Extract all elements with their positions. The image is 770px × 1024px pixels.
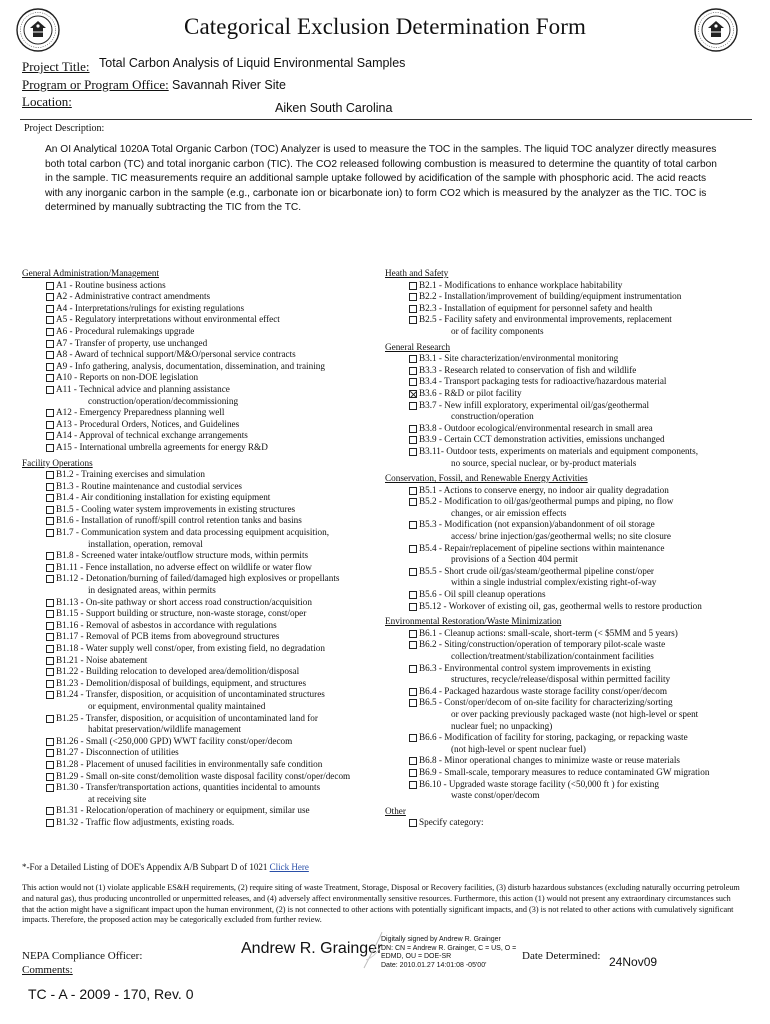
description-text: An OI Analytical 1020A Total Organic Carbon (TOC) Analyzer is used to measure the TOC in the samples. The liquid TOC analyzer directly measures both total carbon (TC) and total inorganic carbon (TIC). The CO2 released following combustion is measured to determine the quantity of total carbon in the sample. TIC measurements require an additional sample uptake followed by acidification of the sample with phosphoric acid. The acid reacts with any inorganic carbon in the sample (e.g., carbonate ion or bicarbonate ion) to form CO2 which is measured by the analyzer as the TIC. TOC is determined by manually subtracting the TIC from the TC.	[45, 144, 717, 214]
checkbox[interactable]	[46, 761, 54, 769]
checkbox[interactable]	[46, 386, 54, 394]
checklist-item	[22, 469, 350, 481]
checklist-item	[385, 767, 709, 779]
checklist-item-label: B3.3 - Research related to conservation of fish and wildlife	[419, 364, 637, 375]
checklist-item	[385, 423, 709, 435]
checkbox[interactable]	[409, 521, 417, 529]
checklist-item	[385, 628, 709, 640]
checklist-item-label: B1.29 - Small on-site const/demolition waste disposal facility const/oper/decom	[56, 770, 351, 781]
checklist-item	[22, 280, 350, 292]
location-label: Location:	[22, 94, 72, 109]
checkbox[interactable]	[409, 402, 417, 410]
checkbox[interactable]	[46, 282, 54, 290]
program-label: Program or Program Office:	[22, 77, 169, 92]
checklist-item	[385, 566, 709, 589]
checklist-item-label: B6.2 - Siting/construction/operation of temporary pilot-scale waste	[419, 639, 666, 650]
checklist-item	[385, 755, 709, 767]
checkbox[interactable]	[46, 363, 54, 371]
checkbox-checked[interactable]	[409, 390, 417, 398]
checklist-item	[22, 747, 350, 759]
disclaimer-text: This action would not (1) violate applicable ES&H requirements, (2) require siting of waste Treatment, Storage, Disposal or Recovery facilities, (3) disturb hazardous substances (excluding naturally occurring petroleum and natural gas), thus producing uncontrolled or unpermitted releases, and (4) adversely affect environmentally sensitive resources. Furthermore, this action (1) would not present any extraordinary circumstances such that the action might have a significant impact upon the human environment, (2) is not connected to other actions with potentially significant impacts, and (3) is not related to other actions with cumulatively significant impacts. Therefore, the proposed action may be categorically excluded from further review.	[22, 883, 740, 925]
checkbox[interactable]	[46, 622, 54, 630]
checklist-item-label: B1.25 - Transfer, disposition, or acquisition of uncontaminated land for	[56, 712, 318, 723]
checkbox[interactable]	[409, 448, 417, 456]
checklist-item-continuation: no source, special nuclear, or by-product materials	[451, 457, 637, 468]
checkbox[interactable]	[409, 378, 417, 386]
checklist-item	[22, 631, 350, 643]
checkbox[interactable]	[46, 715, 54, 723]
checkbox[interactable]	[409, 641, 417, 649]
checklist-item	[385, 686, 709, 698]
checklist-item-continuation: waste const/oper/decom	[451, 790, 540, 801]
checkbox[interactable]	[409, 282, 417, 290]
checklist-item-label: B3.9 - Certain CCT demonstration activities, emissions unchanged	[419, 434, 665, 445]
checklist-item-label: B6.3 - Environmental control system improvements in existing	[419, 662, 651, 673]
checkbox[interactable]	[46, 494, 54, 502]
checklist-item	[22, 562, 350, 574]
checklist-item-label: B3.6 - R&D or pilot facility	[419, 387, 522, 398]
checkbox[interactable]	[409, 757, 417, 765]
checkbox[interactable]	[46, 749, 54, 757]
checklist-item-label: B1.24 - Transfer, disposition, or acquisition of uncontaminated structures	[56, 689, 325, 700]
checklist-item-continuation: construction/operation	[451, 411, 534, 422]
checklist-item-label: A5 - Regulatory interpretations without environmental effect	[56, 314, 280, 325]
checklist-item-continuation: changes, or air emission effects	[451, 507, 567, 518]
checklist-item-continuation: in designated areas, within permits	[88, 585, 216, 596]
checklist-item-label: B3.4 - Transport packaging tests for radioactive/hazardous material	[419, 376, 667, 387]
checkbox[interactable]	[46, 784, 54, 792]
checklist-item	[385, 589, 709, 601]
checklist-item-label: B1.6 - Installation of runoff/spill control retention tanks and basins	[56, 515, 302, 526]
checkbox[interactable]	[409, 819, 417, 827]
checklist-item	[385, 732, 709, 755]
checkbox[interactable]	[409, 425, 417, 433]
checklist-item	[385, 400, 709, 423]
checklist-item	[22, 492, 350, 504]
checklist-item	[385, 280, 709, 292]
checklist-item-label: B1.3 - Routine maintenance and custodial services	[56, 480, 242, 491]
project-title-value: Total Carbon Analysis of Liquid Environmental Samples	[99, 56, 406, 70]
checkbox[interactable]	[46, 421, 54, 429]
checkbox[interactable]	[409, 603, 417, 611]
checkbox[interactable]	[46, 529, 54, 537]
checklist-item	[22, 678, 350, 690]
checklist-item	[22, 620, 350, 632]
checklist-item	[22, 782, 350, 805]
project-title-label: Project Title:	[22, 59, 90, 74]
checklist-item	[22, 442, 350, 454]
checklist-item-label: Specify category:	[419, 817, 484, 828]
checkbox[interactable]	[46, 483, 54, 491]
checklist-item	[385, 543, 709, 566]
checklist-item	[22, 817, 350, 829]
checkbox[interactable]	[409, 699, 417, 707]
signature-detail-line: DN: CN = Andrew R. Grainger, C = US, O =	[381, 944, 517, 952]
checklist-item-label: B5.4 - Repair/replacement of pipeline sections within maintenance	[419, 542, 665, 553]
checklist-item	[22, 314, 350, 326]
checklist-item-label: A12 - Emergency Preparedness planning well	[56, 407, 225, 418]
checkbox[interactable]	[46, 471, 54, 479]
checkbox[interactable]	[46, 444, 54, 452]
checklist-item-label: B3.1 - Site characterization/environmental monitoring	[419, 353, 619, 364]
checklist-item	[22, 805, 350, 817]
checklist-item-label: B5.5 - Short crude oil/gas/steam/geothermal pipeline const/oper	[419, 565, 654, 576]
checkbox[interactable]	[46, 645, 54, 653]
checkbox[interactable]	[46, 575, 54, 583]
checklist-item	[22, 372, 350, 384]
checklist-item-label: B1.30 - Transfer/transportation actions, quantities incidental to amounts	[56, 782, 321, 793]
checklist-item-label: A13 - Procedural Orders, Notices, and Guidelines	[56, 418, 240, 429]
checklist-item-label: B5.2 - Modification to oil/gas/geothermal pumps and piping, no flow	[419, 496, 674, 507]
checkbox[interactable]	[46, 517, 54, 525]
checkbox[interactable]	[46, 680, 54, 688]
checklist-item-continuation: or of facility components	[451, 325, 544, 336]
checkbox[interactable]	[46, 564, 54, 572]
footnote-text: *-For a Detailed Listing of DOE's Appendix A/B Subpart D of 1021	[22, 862, 270, 872]
checkbox[interactable]	[409, 293, 417, 301]
comments-label: Comments:	[22, 964, 73, 976]
checkbox[interactable]	[46, 506, 54, 514]
checklist-item-label: B6.9 - Small-scale, temporary measures to reduce contaminated GW migration	[419, 766, 710, 777]
section-heading-general-administration-management: General Administration/Management	[22, 268, 160, 278]
checklist-item	[385, 376, 709, 388]
checklist-item-label: B3.11- Outdoor tests, experiments on materials and equipment components,	[419, 445, 699, 456]
checklist-item-continuation: structures, recycle/release/disposal within permitted facility	[451, 674, 671, 685]
checklist-item	[385, 779, 709, 802]
checklist-item-label: A4 - Interpretations/rulings for existing regulations	[56, 302, 245, 313]
checklist-item-label: B1.31 - Relocation/operation of machinery or equipment, similar use	[56, 805, 310, 816]
checklist-item	[22, 597, 350, 609]
checklist-item-continuation: collection/treatment/stabilization/containment facilities	[451, 651, 654, 661]
checklist-item-label: B6.10 - Upgraded waste storage facility (<50,000 ft ) for existing	[419, 778, 659, 789]
checkbox[interactable]	[46, 668, 54, 676]
checklist-item	[22, 608, 350, 620]
signature-name: Andrew R. Grainger	[241, 940, 383, 957]
checklist-item-continuation: or over packing previously packaged waste (not high-level or spent	[451, 708, 699, 719]
checklist-item	[22, 771, 350, 783]
checklist-item	[22, 291, 350, 303]
checklist-item-label: B5.3 - Modification (not expansion)/abandonment of oil storage	[419, 519, 655, 530]
checklist-item-label: B1.12 - Detonation/burning of failed/damaged high explosives or propellants	[56, 573, 340, 584]
checkbox[interactable]	[46, 374, 54, 382]
checklist-item	[22, 527, 350, 550]
checklist-item-label: A1 - Routine business actions	[56, 279, 166, 290]
checkbox[interactable]	[46, 819, 54, 827]
checklist-item-continuation: habitat preservation/wildlife management	[88, 724, 242, 735]
checklist-item	[22, 338, 350, 350]
checkbox[interactable]	[46, 316, 54, 324]
checklist-item	[22, 550, 350, 562]
checkbox[interactable]	[409, 487, 417, 495]
checklist-item-label: A11 - Technical advice and planning assistance	[56, 383, 230, 394]
checkbox[interactable]	[46, 807, 54, 815]
checklist-item-continuation: provisions of a Section 404 permit	[451, 554, 578, 565]
checkbox[interactable]	[46, 305, 54, 313]
appendix-footnote	[22, 862, 309, 872]
location-value: Aiken South Carolina	[275, 101, 393, 115]
checklist-item	[385, 601, 709, 613]
checklist-item-continuation: (not high-level or spent nuclear fuel)	[451, 743, 586, 754]
checklist-item-label: B1.2 - Training exercises and simulation	[56, 469, 206, 480]
form-number: TC - A - 2009 - 170, Rev. 0	[28, 986, 194, 1002]
checklist-item-label: B2.2 - Installation/improvement of building/equipment instrumentation	[419, 291, 682, 302]
checklist-item	[22, 504, 350, 516]
checkbox[interactable]	[46, 610, 54, 618]
signature-detail-line: EDMD, OU = DOE-SR	[381, 953, 452, 961]
checklist-item-label: B3.8 - Outdoor ecological/environmental research in small area	[419, 422, 653, 433]
checklist-item	[22, 419, 350, 431]
checkbox[interactable]	[409, 305, 417, 313]
checklist-item	[385, 519, 709, 542]
left-checklist-column	[22, 268, 350, 829]
checklist-item	[22, 361, 350, 373]
checklist-item	[22, 407, 350, 419]
click-here-link[interactable]: Click Here	[269, 862, 309, 872]
checklist-item	[385, 817, 709, 829]
checklist-item-continuation: within a single industrial complex/existing right-of-way	[451, 577, 657, 588]
checkbox[interactable]	[409, 436, 417, 444]
program-value: Savannah River Site	[172, 78, 286, 92]
checkbox[interactable]	[409, 355, 417, 363]
checklist-item	[385, 365, 709, 377]
checklist-item-label: A9 - Info gathering, analysis, documentation, dissemination, and training	[56, 360, 325, 371]
checklist-item	[22, 643, 350, 655]
checkbox[interactable]	[46, 599, 54, 607]
digital-signature-details	[381, 936, 516, 970]
checklist-item-continuation: construction/operation/decommissioning	[88, 395, 239, 406]
checklist-item-label: B2.1 - Modifications to enhance workplace habitability	[419, 279, 623, 290]
checkbox[interactable]	[46, 293, 54, 301]
checklist-item-continuation: at receiving site	[88, 793, 147, 804]
checklist-item-label: B1.28 - Placement of unused facilities in environmentally safe condition	[56, 758, 323, 769]
checklist-item	[385, 353, 709, 365]
checkbox[interactable]	[46, 432, 54, 440]
checklist-item-label: B6.4 - Packaged hazardous waste storage facility const/oper/decom	[419, 685, 667, 696]
checklist-item-label: A8 - Award of technical support/M&O/personal service contracts	[56, 349, 296, 360]
checklist-item-label: B1.5 - Cooling water system improvements in existing structures	[56, 503, 296, 514]
right-checklist-column	[385, 268, 709, 829]
checkbox[interactable]	[409, 367, 417, 375]
checklist-item	[385, 303, 709, 315]
checklist-item-label: B1.26 - Small (<250,000 GPD) WWT facility const/oper/decom	[56, 735, 293, 746]
checklist-item-label: B3.7 - New infill exploratory, experimental oil/gas/geothermal	[419, 399, 650, 410]
checklist-item	[385, 434, 709, 446]
checkbox[interactable]	[409, 688, 417, 696]
checklist-item-label: B5.6 - Oil spill cleanup operations	[419, 589, 546, 600]
checklist-item	[385, 291, 709, 303]
checkbox[interactable]	[409, 591, 417, 599]
checklist-item-continuation: or equipment, environmental quality maintained	[88, 700, 266, 711]
checkbox[interactable]	[409, 665, 417, 673]
checklist-item-label: B1.23 - Demolition/disposal of buildings, equipment, and structures	[56, 677, 307, 688]
section-heading-environmental-restoration-waste-minimization: Environmental Restoration/Waste Minimization	[385, 616, 562, 627]
section-heading-facility-operations: Facility Operations	[22, 457, 93, 468]
header-divider	[20, 119, 752, 120]
checklist-item-label: B5.12 - Workover of existing oil, gas, geothermal wells to restore production	[419, 600, 702, 611]
checklist-item-continuation: installation, operation, removal	[88, 538, 203, 549]
checklist-item-label: B6.8 - Minor operational changes to minimize waste or reuse materials	[419, 755, 681, 766]
checklist-item	[22, 713, 350, 736]
checkbox[interactable]	[409, 545, 417, 553]
checkbox[interactable]	[46, 351, 54, 359]
checklist-item	[385, 314, 709, 337]
checklist-item-label: A2 - Administrative contract amendments	[56, 291, 211, 302]
checklist-item-label: A10 - Reports on non-DOE legislation	[56, 372, 199, 383]
checklist-item-label: B1.32 - Traffic flow adjustments, existing roads.	[56, 816, 235, 827]
date-determined-label: Date Determined:	[522, 950, 601, 962]
checklist-item-label: B6.6 - Modification of facility for storing, packaging, or repacking waste	[419, 732, 688, 743]
checkbox[interactable]	[46, 409, 54, 417]
checkbox[interactable]	[409, 498, 417, 506]
checklist-item	[22, 689, 350, 712]
checklist-item-label: B1.17 - Removal of PCB items from aboveground structures	[56, 631, 280, 642]
section-heading-conservation-fossil-and-renewable-energy-activities: Conservation, Fossil, and Renewable Energy Activities	[385, 473, 588, 484]
form-title: Categorical Exclusion Determination Form	[184, 14, 586, 39]
checklist-item	[22, 384, 350, 407]
checklist-item-continuation: nuclear fuel; no unpacking)	[451, 720, 553, 731]
signature-detail-line: Date: 2010.01.27 14:01:08 -05'00'	[381, 961, 487, 969]
checklist-item-label: B6.1 - Cleanup actions: small-scale, short-term (< $5MM and 5 years)	[419, 627, 678, 638]
checklist-item-label: B2.3 - Installation of equipment for personnel safety and health	[419, 302, 653, 313]
checkbox[interactable]	[409, 769, 417, 777]
checklist-item	[22, 666, 350, 678]
checklist-item	[385, 639, 709, 662]
checkbox[interactable]	[409, 630, 417, 638]
checklist-item	[22, 759, 350, 771]
checklist-item-label: B1.4 - Air conditioning installation for existing equipment	[56, 492, 271, 503]
checkbox[interactable]	[46, 773, 54, 781]
checkbox[interactable]	[46, 328, 54, 336]
checklist-item	[385, 388, 709, 400]
checklist-item-label: A6 - Procedural rulemakings upgrade	[56, 325, 195, 336]
checklist-item-label: A14 - Approval of technical exchange arrangements	[56, 430, 248, 441]
checklist-item	[22, 349, 350, 361]
checklist-item-label: B1.7 - Communication system and data processing equipment acquisition,	[56, 527, 330, 538]
checklist-item-label: B1.18 - Water supply well const/oper, from existing field, no degradation	[56, 643, 325, 653]
section-heading-heath-and-safety: Heath and Safety	[385, 268, 449, 278]
checklist-item	[22, 515, 350, 527]
checklist-item-label: B1.13 - On-site pathway or short access road construction/acquisition	[56, 596, 312, 607]
checkbox[interactable]	[46, 340, 54, 348]
checklist-item-label: B1.15 - Support building or structure, non-waste storage, const/oper	[56, 608, 307, 619]
signature-detail-line: Digitally signed by Andrew R. Grainger	[381, 936, 501, 943]
section-heading-other: Other	[385, 805, 406, 816]
checkbox[interactable]	[46, 657, 54, 665]
checkbox[interactable]	[46, 552, 54, 560]
nepa-officer-label: NEPA Compliance Officer:	[22, 950, 143, 962]
checklist-item-label: B2.5 - Facility safety and environmental improvements, replacement	[419, 314, 672, 325]
checklist-item	[22, 430, 350, 442]
checkbox[interactable]	[409, 734, 417, 742]
checklist-item	[385, 663, 709, 686]
checklist-item	[385, 446, 709, 469]
checklist-item	[22, 573, 350, 596]
checkbox[interactable]	[46, 633, 54, 641]
checklist-item-label: B6.5 - Const/oper/decom of on-site facility for characterizing/sorting	[419, 697, 673, 708]
checklist-item-label: A7 - Transfer of property, use unchanged	[56, 337, 208, 348]
checklist-item	[385, 496, 709, 519]
description-label: Project Description:	[24, 123, 105, 134]
checklist-item-label: B5.1 - Actions to conserve energy, no indoor air quality degradation	[419, 484, 669, 495]
checkbox[interactable]	[409, 568, 417, 576]
checklist-item	[22, 303, 350, 315]
checklist-item-label: B1.22 - Building relocation to developed area/demolition/disposal	[56, 666, 300, 677]
checklist-item	[385, 697, 709, 732]
checklist-item	[22, 481, 350, 493]
checkbox[interactable]	[46, 691, 54, 699]
checkbox[interactable]	[409, 781, 417, 789]
checklist-item	[22, 736, 350, 748]
checklist-item-continuation: access/ brine injection/gas/geothermal wells; no site closure	[451, 531, 671, 542]
checklist-item-label: B1.16 - Removal of asbestos in accordance with regulations	[56, 619, 277, 630]
section-heading-general-research: General Research	[385, 341, 451, 352]
checklist-item-label: B1.21 - Noise abatement	[56, 654, 148, 665]
checklist-item	[22, 655, 350, 667]
date-determined-value: 24Nov09	[609, 955, 658, 969]
checkbox[interactable]	[46, 738, 54, 746]
checklist-item-label: B1.8 - Screened water intake/outflow structure mods, within permits	[56, 550, 309, 561]
checklist-item-label: A15 - International umbrella agreements for energy R&D	[56, 441, 268, 452]
checklist-item	[22, 326, 350, 338]
checklist-item	[385, 485, 709, 497]
checklist-item-label: B1.11 - Fence installation, no adverse effect on wildlife or water flow	[56, 561, 312, 572]
checkbox[interactable]	[409, 316, 417, 324]
checklist-item-label: B1.27 - Disconnection of utilities	[56, 747, 179, 758]
